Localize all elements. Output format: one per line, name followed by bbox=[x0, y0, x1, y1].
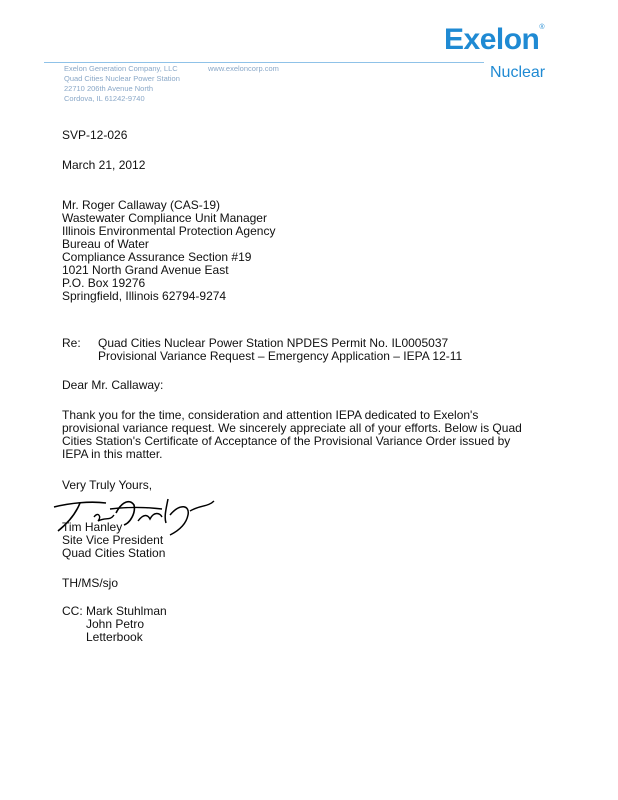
letterhead-divider bbox=[44, 62, 484, 63]
recipient-address bbox=[62, 199, 275, 303]
subject-line: Provisional Variance Request – Emergency Application – IEPA 12-11 bbox=[98, 349, 463, 363]
recipient-line: Wastewater Compliance Unit Manager bbox=[62, 211, 267, 225]
company-division: Nuclear bbox=[490, 64, 546, 81]
address-line: Cordova, IL 61242-9740 bbox=[64, 94, 145, 103]
subject-line: Quad Cities Nuclear Power Station NPDES Permit No. IL0005037 bbox=[98, 336, 449, 350]
address-line: 22710 206th Avenue North bbox=[64, 84, 154, 93]
body-line: IEPA in this matter. bbox=[62, 447, 163, 461]
closing: Very Truly Yours, bbox=[62, 478, 153, 492]
salutation: Dear Mr. Callaway: bbox=[62, 378, 164, 392]
body-line: Cities Station's Certificate of Acceptance of the Provisional Variance Order issued by bbox=[62, 434, 511, 448]
recipient-line: Bureau of Water bbox=[62, 237, 149, 251]
company-name: Exelon bbox=[444, 23, 540, 56]
recipient-line: P.O. Box 19276 bbox=[62, 276, 146, 290]
letter-reference: SVP-12-026 bbox=[62, 128, 128, 142]
company-logo bbox=[444, 24, 545, 56]
body-line: Thank you for the time, consideration and attention IEPA dedicated to Exelon's bbox=[62, 408, 479, 422]
address-line: Exelon Generation Company, LLC bbox=[64, 64, 178, 73]
cc-list bbox=[86, 605, 167, 644]
signer-name: Tim Hanley bbox=[62, 520, 123, 534]
recipient-line: 1021 North Grand Avenue East bbox=[62, 263, 229, 277]
signer-title: Site Vice President bbox=[62, 533, 164, 547]
subject-label: Re: bbox=[62, 336, 81, 350]
recipient-line: Springfield, Illinois 62794-9274 bbox=[62, 289, 227, 303]
cc-recipient: Mark Stuhlman bbox=[86, 604, 167, 618]
company-website: www.exeloncorp.com bbox=[208, 64, 279, 73]
cc-recipient: Letterbook bbox=[86, 630, 143, 644]
signer-station: Quad Cities Station bbox=[62, 546, 166, 560]
letter-date: March 21, 2012 bbox=[62, 158, 146, 172]
registered-mark: ® bbox=[539, 24, 545, 31]
recipient-line: Compliance Assurance Section #19 bbox=[62, 250, 252, 264]
body-line: provisional variance request. We sincerely appreciate all of your efforts. Below is Quad bbox=[62, 421, 522, 435]
typist-initials: TH/MS/sjo bbox=[62, 576, 119, 590]
subject-lines bbox=[98, 337, 462, 363]
recipient-line: Illinois Environmental Protection Agency bbox=[62, 224, 276, 238]
signer-block bbox=[62, 521, 165, 560]
cc-label: CC: bbox=[62, 604, 83, 618]
address-line: Quad Cities Nuclear Power Station bbox=[64, 74, 180, 83]
cc-recipient: John Petro bbox=[86, 617, 145, 631]
sender-address bbox=[64, 64, 180, 104]
body-paragraph bbox=[62, 409, 522, 461]
recipient-line: Mr. Roger Callaway (CAS-19) bbox=[62, 198, 221, 212]
